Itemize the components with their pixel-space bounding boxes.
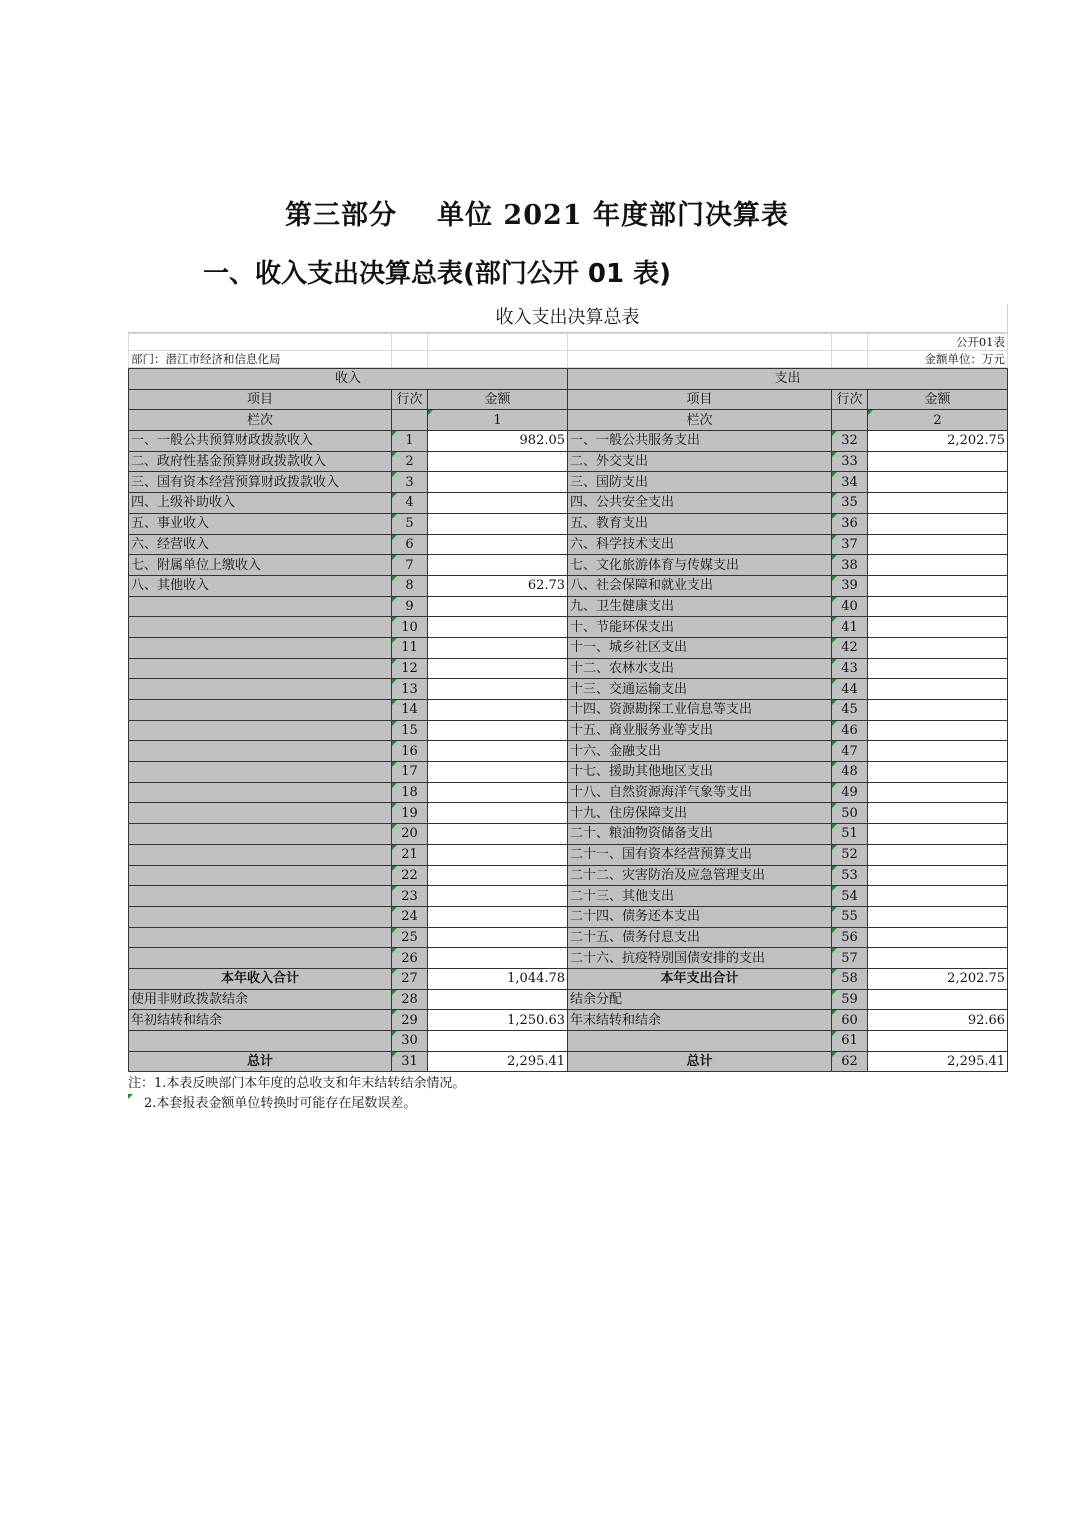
expense-amount — [868, 451, 1008, 472]
expense-amount — [868, 720, 1008, 741]
col-amount-header: 金额 — [428, 389, 568, 410]
income-amount — [428, 534, 568, 555]
expense-item: 十、节能环保支出 — [568, 617, 832, 638]
income-line-number: 3 — [392, 472, 428, 493]
expense-line-number: 41 — [832, 617, 868, 638]
income-amount — [428, 865, 568, 886]
income-amount — [428, 948, 568, 969]
part-label: 第三部分 — [285, 200, 398, 231]
income-header: 收入 — [129, 369, 568, 390]
table-row — [129, 762, 1008, 783]
expense-amount — [868, 596, 1008, 617]
income-line-number: 10 — [392, 617, 428, 638]
table-row — [129, 741, 1008, 762]
income-item — [129, 844, 392, 865]
summary-income-line: 30 — [392, 1031, 428, 1052]
table-row — [129, 948, 1008, 969]
table-row — [129, 575, 1008, 596]
income-line-number: 5 — [392, 513, 428, 534]
summary-income-item: 年初结转和结余 — [129, 1010, 392, 1031]
summary-expense-line: 59 — [832, 989, 868, 1010]
col-line-header: 行次 — [832, 389, 868, 410]
expense-amount — [868, 886, 1008, 907]
expense-amount — [868, 555, 1008, 576]
expense-line-number: 35 — [832, 493, 868, 514]
summary-expense-item: 总计 — [568, 1051, 832, 1072]
expense-amount: 2,202.75 — [868, 431, 1008, 452]
expense-item: 十二、农林水支出 — [568, 658, 832, 679]
expense-line-number: 48 — [832, 762, 868, 783]
expense-amount — [868, 762, 1008, 783]
summary-expense-line: 62 — [832, 1051, 868, 1072]
expense-line-number: 43 — [832, 658, 868, 679]
expense-item: 二十二、灾害防治及应急管理支出 — [568, 865, 832, 886]
income-line-number: 1 — [392, 431, 428, 452]
income-line-number: 22 — [392, 865, 428, 886]
expense-amount — [868, 782, 1008, 803]
income-amount — [428, 451, 568, 472]
table-row — [129, 617, 1008, 638]
expense-amount — [868, 679, 1008, 700]
expense-line-number: 36 — [832, 513, 868, 534]
summary-expense-amount — [868, 1031, 1008, 1052]
income-amount — [428, 720, 568, 741]
expense-line-number: 56 — [832, 927, 868, 948]
income-amount — [428, 927, 568, 948]
expense-item: 十九、住房保障支出 — [568, 803, 832, 824]
income-amount — [428, 617, 568, 638]
income-item — [129, 906, 392, 927]
summary-row — [129, 989, 1008, 1010]
table-row — [129, 782, 1008, 803]
income-line-number: 4 — [392, 493, 428, 514]
summary-expense-line: 60 — [832, 1010, 868, 1031]
expense-amount — [868, 865, 1008, 886]
summary-expense-amount: 92.66 — [868, 1010, 1008, 1031]
expense-amount — [868, 700, 1008, 721]
income-item — [129, 596, 392, 617]
expense-header: 支出 — [568, 369, 1008, 390]
expense-item: 十三、交通运输支出 — [568, 679, 832, 700]
expense-line-number: 57 — [832, 948, 868, 969]
table-row — [129, 493, 1008, 514]
summary-income-item: 总计 — [129, 1051, 392, 1072]
income-line-number: 16 — [392, 741, 428, 762]
expense-line-number: 46 — [832, 720, 868, 741]
income-amount — [428, 803, 568, 824]
summary-expense-item: 本年支出合计 — [568, 968, 832, 989]
table-row — [129, 906, 1008, 927]
col-line-header: 行次 — [392, 389, 428, 410]
income-line-number: 8 — [392, 575, 428, 596]
income-item — [129, 865, 392, 886]
income-item — [129, 927, 392, 948]
col-item-header: 项目 — [129, 389, 392, 410]
expense-line-number: 42 — [832, 637, 868, 658]
income-amount — [428, 844, 568, 865]
table-row — [129, 886, 1008, 907]
income-line-number: 11 — [392, 637, 428, 658]
expense-item: 六、科学技术支出 — [568, 534, 832, 555]
department-label: 部门：潜江市经济和信息化局 — [129, 351, 392, 368]
summary-row — [129, 1010, 1008, 1031]
expense-line-number: 33 — [832, 451, 868, 472]
expense-item: 十八、自然资源海洋气象等支出 — [568, 782, 832, 803]
income-item — [129, 658, 392, 679]
income-line-number: 7 — [392, 555, 428, 576]
summary-income-line: 28 — [392, 989, 428, 1010]
expense-item: 二十四、债务还本支出 — [568, 906, 832, 927]
table-row — [129, 720, 1008, 741]
expense-amount — [868, 575, 1008, 596]
expense-item: 二十三、其他支出 — [568, 886, 832, 907]
summary-expense-line: 58 — [832, 968, 868, 989]
expense-amount — [868, 927, 1008, 948]
unit-label: 金额单位：万元 — [868, 351, 1008, 368]
expense-line-number: 34 — [832, 472, 868, 493]
expense-amount — [868, 472, 1008, 493]
income-line-number: 17 — [392, 762, 428, 783]
income-line-number: 24 — [392, 906, 428, 927]
page-heading — [0, 193, 1074, 232]
income-item: 八、其他收入 — [129, 575, 392, 596]
table-row — [129, 513, 1008, 534]
summary-income-amount: 1,250.63 — [428, 1010, 568, 1031]
table-row — [129, 803, 1008, 824]
expense-line-number: 52 — [832, 844, 868, 865]
expense-amount — [868, 637, 1008, 658]
summary-row — [129, 1051, 1008, 1072]
page-title: 单位 2021 年度部门决算表 — [437, 200, 789, 231]
table-row — [129, 844, 1008, 865]
expense-item: 八、社会保障和就业支出 — [568, 575, 832, 596]
summary-expense-amount: 2,295.41 — [868, 1051, 1008, 1072]
seq-number: 2 — [868, 410, 1008, 431]
table-row — [129, 927, 1008, 948]
expense-amount — [868, 513, 1008, 534]
summary-row — [129, 968, 1008, 989]
expense-line-number: 39 — [832, 575, 868, 596]
table-row — [129, 637, 1008, 658]
income-amount — [428, 679, 568, 700]
expense-line-number: 55 — [832, 906, 868, 927]
expense-item: 五、教育支出 — [568, 513, 832, 534]
summary-income-line: 27 — [392, 968, 428, 989]
expense-item: 十一、城乡社区支出 — [568, 637, 832, 658]
summary-income-line: 31 — [392, 1051, 428, 1072]
income-item — [129, 700, 392, 721]
summary-income-line: 29 — [392, 1010, 428, 1031]
expense-line-number: 44 — [832, 679, 868, 700]
expense-line-number: 47 — [832, 741, 868, 762]
expense-line-number: 54 — [832, 886, 868, 907]
col-seq-label: 栏次 — [129, 410, 392, 431]
col-item-header: 项目 — [568, 389, 832, 410]
income-line-number: 14 — [392, 700, 428, 721]
expense-line-number: 40 — [832, 596, 868, 617]
income-amount — [428, 700, 568, 721]
expense-amount — [868, 844, 1008, 865]
income-item — [129, 803, 392, 824]
expense-item: 二十、粮油物资储备支出 — [568, 824, 832, 845]
income-line-number: 6 — [392, 534, 428, 555]
income-item — [129, 762, 392, 783]
summary-expense-item: 年末结转和结余 — [568, 1010, 832, 1031]
summary-income-item: 本年收入合计 — [129, 968, 392, 989]
income-item: 六、经营收入 — [129, 534, 392, 555]
note-2: 2.本套报表金额单位转换时可能存在尾数误差。 — [128, 1094, 1007, 1114]
summary-expense-item: 结余分配 — [568, 989, 832, 1010]
income-item: 二、政府性基金预算财政拨款收入 — [129, 451, 392, 472]
income-line-number: 15 — [392, 720, 428, 741]
table-row — [129, 658, 1008, 679]
expense-item: 九、卫生健康支出 — [568, 596, 832, 617]
table-row — [129, 700, 1008, 721]
summary-income-item: 使用非财政拨款结余 — [129, 989, 392, 1010]
income-line-number: 18 — [392, 782, 428, 803]
form-number: 公开01表 — [868, 334, 1008, 351]
income-line-number: 19 — [392, 803, 428, 824]
summary-income-amount — [428, 989, 568, 1010]
income-line-number: 25 — [392, 927, 428, 948]
income-line-number: 9 — [392, 596, 428, 617]
col-seq-label: 栏次 — [568, 410, 832, 431]
income-amount — [428, 906, 568, 927]
income-item — [129, 824, 392, 845]
expense-line-number: 38 — [832, 555, 868, 576]
expense-amount — [868, 658, 1008, 679]
expense-amount — [868, 741, 1008, 762]
income-item: 一、一般公共预算财政拨款收入 — [129, 431, 392, 452]
income-line-number: 20 — [392, 824, 428, 845]
summary-income-amount: 2,295.41 — [428, 1051, 568, 1072]
summary-expense-line: 61 — [832, 1031, 868, 1052]
income-item — [129, 886, 392, 907]
income-amount: 62.73 — [428, 575, 568, 596]
budget-table — [128, 368, 1008, 1072]
income-line-number: 2 — [392, 451, 428, 472]
expense-amount — [868, 534, 1008, 555]
expense-amount — [868, 617, 1008, 638]
expense-item: 十六、金融支出 — [568, 741, 832, 762]
expense-item: 二十一、国有资本经营预算支出 — [568, 844, 832, 865]
income-amount — [428, 741, 568, 762]
expense-line-number: 32 — [832, 431, 868, 452]
expense-item: 二、外交支出 — [568, 451, 832, 472]
spreadsheet — [128, 304, 1007, 1114]
col-amount-header: 金额 — [868, 389, 1008, 410]
income-amount — [428, 886, 568, 907]
summary-expense-item — [568, 1031, 832, 1052]
income-item: 七、附属单位上缴收入 — [129, 555, 392, 576]
income-line-number: 13 — [392, 679, 428, 700]
expense-item: 二十六、抗疫特别国债安排的支出 — [568, 948, 832, 969]
expense-item: 十五、商业服务业等支出 — [568, 720, 832, 741]
income-amount — [428, 782, 568, 803]
income-amount — [428, 824, 568, 845]
expense-item: 二十五、债务付息支出 — [568, 927, 832, 948]
summary-income-amount — [428, 1031, 568, 1052]
expense-item: 十四、资源勘探工业信息等支出 — [568, 700, 832, 721]
table-row — [129, 679, 1008, 700]
expense-item: 四、公共安全支出 — [568, 493, 832, 514]
expense-item: 七、文化旅游体育与传媒支出 — [568, 555, 832, 576]
income-item — [129, 720, 392, 741]
table-row — [129, 824, 1008, 845]
expense-item: 一、一般公共服务支出 — [568, 431, 832, 452]
table-row — [129, 431, 1008, 452]
income-amount — [428, 762, 568, 783]
income-amount — [428, 637, 568, 658]
summary-expense-amount: 2,202.75 — [868, 968, 1008, 989]
income-line-number: 21 — [392, 844, 428, 865]
table-notes — [128, 1074, 1007, 1114]
income-amount — [428, 555, 568, 576]
income-item — [129, 948, 392, 969]
expense-line-number: 51 — [832, 824, 868, 845]
seq-number: 1 — [428, 410, 568, 431]
table-caption: 收入支出决算总表 — [128, 304, 1007, 333]
income-item — [129, 637, 392, 658]
income-item — [129, 782, 392, 803]
summary-income-amount: 1,044.78 — [428, 968, 568, 989]
expense-amount — [868, 948, 1008, 969]
income-line-number: 26 — [392, 948, 428, 969]
table-row — [129, 865, 1008, 886]
expense-line-number: 49 — [832, 782, 868, 803]
expense-amount — [868, 803, 1008, 824]
income-item: 三、国有资本经营预算财政拨款收入 — [129, 472, 392, 493]
expense-line-number: 45 — [832, 700, 868, 721]
income-amount — [428, 596, 568, 617]
income-item — [129, 617, 392, 638]
income-amount — [428, 513, 568, 534]
expense-amount — [868, 824, 1008, 845]
table-row — [129, 596, 1008, 617]
table-row — [129, 555, 1008, 576]
expense-line-number: 50 — [832, 803, 868, 824]
expense-item: 三、国防支出 — [568, 472, 832, 493]
pre-header-table — [128, 333, 1008, 368]
income-amount — [428, 472, 568, 493]
expense-item: 十七、援助其他地区支出 — [568, 762, 832, 783]
table-row — [129, 534, 1008, 555]
expense-amount — [868, 906, 1008, 927]
income-item — [129, 679, 392, 700]
expense-line-number: 53 — [832, 865, 868, 886]
summary-expense-amount — [868, 989, 1008, 1010]
income-amount: 982.05 — [428, 431, 568, 452]
income-item — [129, 741, 392, 762]
income-item: 四、上级补助收入 — [129, 493, 392, 514]
summary-row — [129, 1031, 1008, 1052]
note-1: 注：1.本表反映部门本年度的总收支和年末结转结余情况。 — [128, 1076, 466, 1092]
expense-line-number: 37 — [832, 534, 868, 555]
section-title: 一、收入支出决算总表(部门公开 01 表) — [203, 259, 672, 289]
summary-income-item — [129, 1031, 392, 1052]
table-row — [129, 472, 1008, 493]
income-line-number: 23 — [392, 886, 428, 907]
table-row — [129, 451, 1008, 472]
income-amount — [428, 493, 568, 514]
income-item: 五、事业收入 — [129, 513, 392, 534]
income-amount — [428, 658, 568, 679]
expense-amount — [868, 493, 1008, 514]
income-line-number: 12 — [392, 658, 428, 679]
